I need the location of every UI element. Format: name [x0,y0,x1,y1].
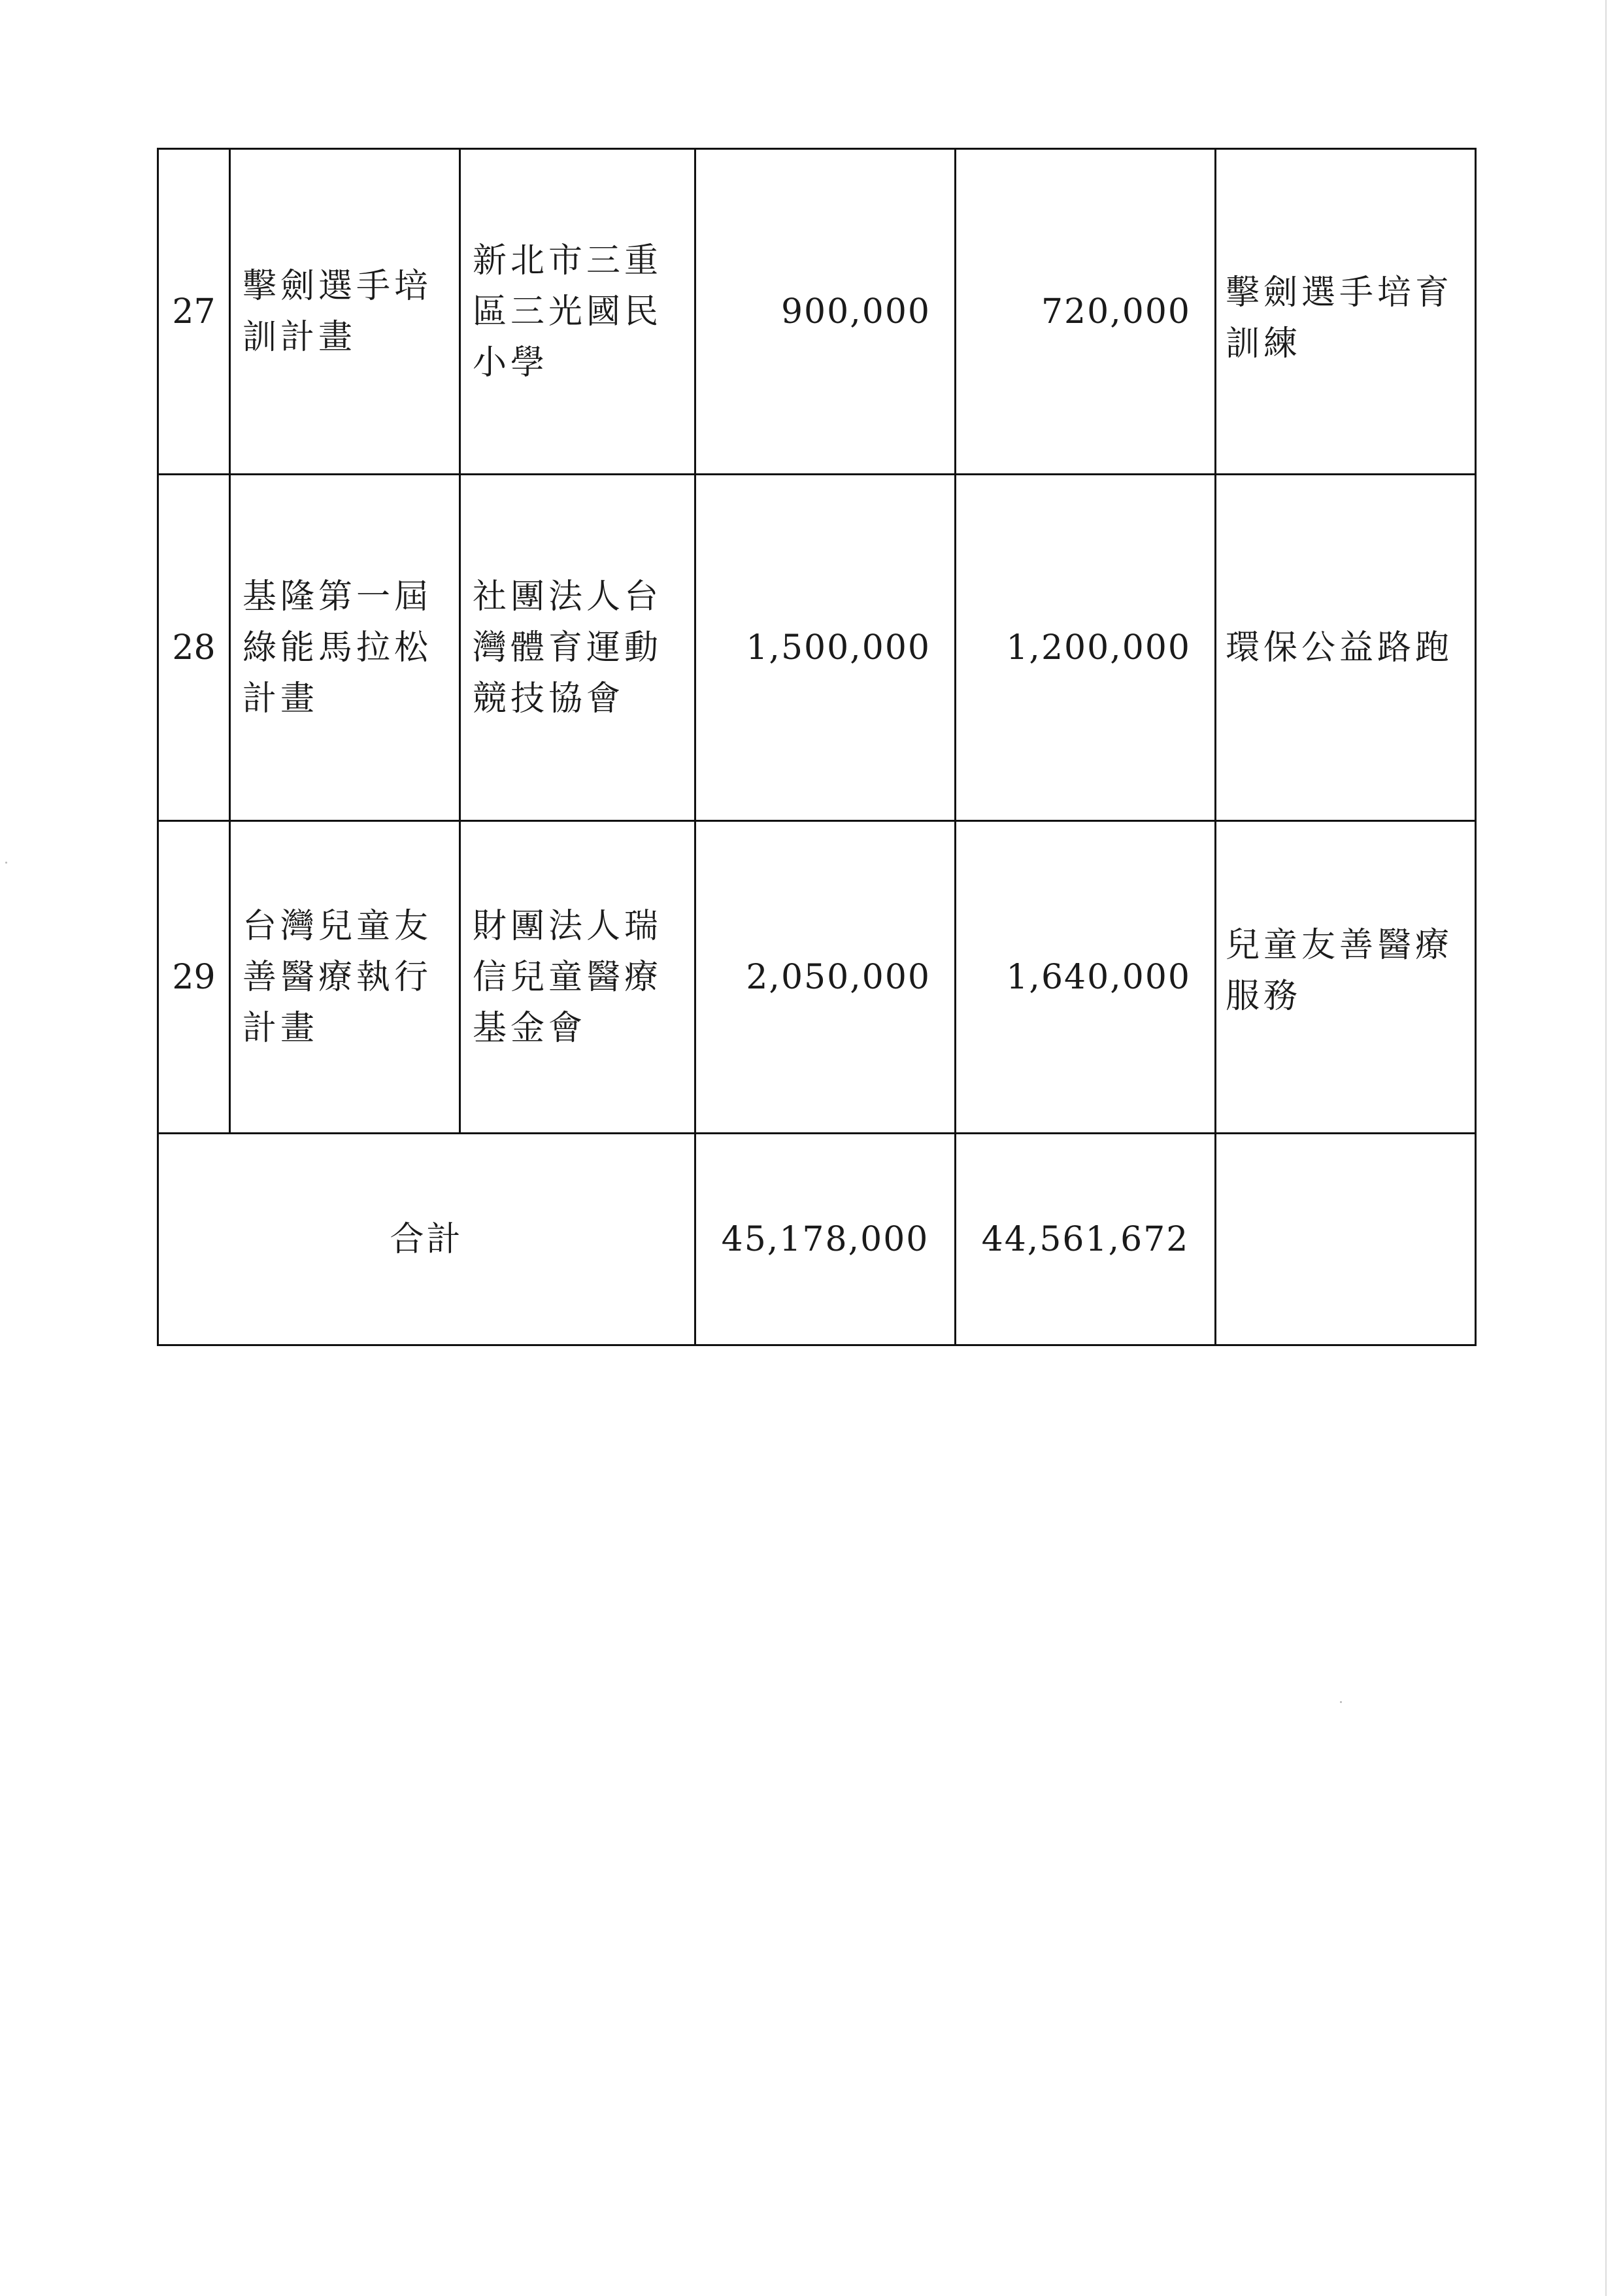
organization-line: 區三光國民 [473,292,663,331]
project-name-cell [230,149,460,475]
purpose-cell [1216,821,1476,1134]
purpose-line: 訓練 [1226,324,1302,363]
scan-speck [5,862,7,864]
project-name-cell [230,821,460,1134]
organization-line: 信兒童醫療 [473,957,663,997]
approved-amount: 1,200,000 [956,475,1216,821]
total-purpose-cell [1216,1134,1476,1345]
applied-amount: 900,000 [695,149,956,475]
organization-line: 競技協會 [473,679,625,718]
purpose-line: 兒童友善醫療 [1226,926,1454,965]
scan-speck [1340,1701,1342,1703]
table-row [158,475,1476,821]
applied-amount: 1,500,000 [695,475,956,821]
project-name-line: 善醫療執行 [242,957,433,997]
approved-amount: 720,000 [956,149,1216,475]
row-number: 29 [158,821,230,1134]
organization-cell [460,149,695,475]
project-name-cell [230,475,460,821]
project-name-line: 計畫 [242,679,319,718]
table-row [158,149,1476,475]
total-row [158,1134,1476,1345]
organization-line: 小學 [473,343,549,382]
grant-table [157,148,1477,1346]
table-row [158,821,1476,1134]
row-number: 28 [158,475,230,821]
project-name-line: 綠能馬拉松 [242,628,433,667]
approved-amount: 1,640,000 [956,821,1216,1134]
row-number: 27 [158,149,230,475]
organization-line: 社團法人台 [473,577,663,616]
project-name-line: 擊劍選手培 [242,266,433,306]
organization-line: 財團法人瑞 [473,906,663,946]
total-applied-amount: 45,178,000 [695,1134,956,1345]
project-name-line: 台灣兒童友 [242,906,433,946]
purpose-line: 服務 [1226,977,1302,1016]
organization-cell [460,475,695,821]
scan-edge-line [1605,0,1607,2296]
organization-line: 灣體育運動 [473,628,663,667]
purpose-line: 環保公益路跑 [1226,628,1454,667]
purpose-line: 擊劍選手培育 [1226,273,1454,312]
organization-cell [460,821,695,1134]
total-label: 合計 [158,1134,695,1345]
organization-line: 基金會 [473,1008,587,1048]
purpose-cell [1216,149,1476,475]
project-name-line: 基隆第一屆 [242,577,433,616]
project-name-line: 訓計畫 [242,317,357,357]
organization-line: 新北市三重 [473,241,663,280]
project-name-line: 計畫 [242,1008,319,1048]
applied-amount: 2,050,000 [695,821,956,1134]
purpose-cell [1216,475,1476,821]
total-approved-amount: 44,561,672 [956,1134,1216,1345]
